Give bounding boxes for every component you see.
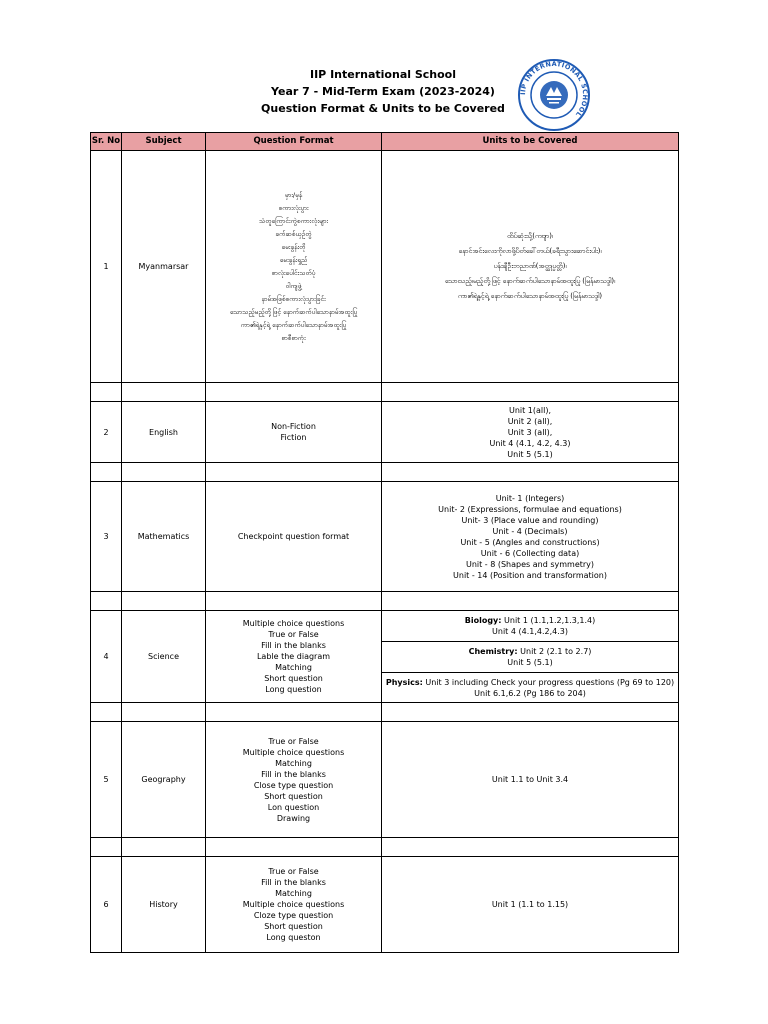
format-item: Long queston: [266, 933, 321, 942]
unit-item: Unit - 5 (Angles and constructions): [460, 537, 600, 547]
row-question-format: [206, 151, 382, 383]
format-item: Fill in the blanks: [261, 641, 326, 650]
format-item: စကားလုံးပွား: [278, 203, 309, 212]
school-logo: [517, 58, 591, 132]
format-item: Drawing: [276, 813, 311, 823]
format-item: Lon question: [267, 802, 320, 812]
row-units: [382, 482, 679, 592]
row-subject: English: [122, 402, 206, 463]
unit-item: Unit 1 (1.1 to 1.15): [491, 900, 569, 909]
document-subtitle: Question Format & Units to be Covered: [261, 102, 505, 115]
format-item: ကာ၏ရဲ့နှင့်ရဲ့ နောက်ဆက်ပါသောနာမ်အထူးပြု: [240, 320, 347, 329]
format-item: သံတူကြောင်းကွဲစကားလုံးများ: [258, 216, 329, 225]
table-row-science: [91, 611, 679, 642]
format-item: Short question: [264, 674, 323, 683]
format-item: နာမ်အဖြစ်စကားလုံးပွားခြင်း: [261, 294, 326, 303]
spacer-row: [91, 463, 679, 482]
section-label-biology: Biology:: [464, 616, 502, 625]
table-header-row: [91, 133, 679, 151]
format-item: စာလုံးပေါင်းသတ်ပုံ: [271, 268, 316, 277]
format-item: မေးခွန်းရှည်: [279, 255, 308, 264]
format-item: Long question: [265, 685, 322, 694]
format-item: Multiple choice questions: [242, 747, 345, 757]
unit-item: Unit 3 including Check your progress questions (Pg 69 to 120): [422, 677, 675, 687]
table-row-english: [91, 402, 679, 463]
units-chemistry: [382, 642, 679, 673]
unit-item: Unit 3 (all),: [507, 427, 553, 437]
format-item: Matching: [275, 663, 312, 672]
section-label-chemistry: Chemistry:: [468, 647, 518, 656]
format-item: မေးခွန်းတို: [281, 242, 306, 251]
table-row-geography: [91, 722, 679, 838]
row-subject: History: [122, 857, 206, 953]
unit-item: ထိပ်ဆုံးသို့(ကဗျာ)၊: [506, 232, 554, 240]
units-physics: [382, 673, 679, 703]
row-number: 3: [91, 482, 122, 592]
row-subject: Geography: [122, 722, 206, 838]
unit-item: Unit - 4 (Decimals): [492, 526, 568, 536]
unit-item: Unit 4 (4.1, 4.2, 4.3): [489, 438, 571, 448]
format-item: Fiction: [280, 433, 307, 442]
unit-item: ပန်းချီဦးဘညာဏ်(အတ္ထုပ္ပတ္တိ)၊: [493, 262, 567, 270]
row-subject: Mathematics: [122, 482, 206, 592]
format-item: Matching: [275, 889, 312, 898]
row-units: [382, 722, 679, 838]
row-number: 1: [91, 151, 122, 383]
logo-ring-text: IIP INTERNATIONAL SCHOOL: [518, 59, 590, 119]
row-question-format: [206, 482, 382, 592]
unit-item: Unit 6.1,6.2 (Pg 186 to 204): [474, 688, 586, 698]
format-item: Fill in the blanks: [261, 878, 326, 887]
unit-item: Unit 2 (all),: [507, 416, 553, 426]
unit-item: Unit- 2 (Expressions, formulae and equations): [438, 504, 622, 514]
format-item: Lable the diagram: [256, 652, 331, 661]
format-item: Multiple choice questions: [242, 619, 345, 628]
unit-item: နောင်အင်းလေးကိုလာဖို့ပိတ်ခေါ်တယ်(ခရီးသွားဆောင်းပါး)၊: [458, 247, 602, 255]
row-question-format: [206, 857, 382, 953]
column-header-units: Units to be Covered: [382, 133, 679, 151]
row-number: 2: [91, 402, 122, 463]
row-subject: Science: [122, 611, 206, 703]
format-item: သောသည့်မည့်တို့ဖြင့် နောက်ဆက်ပါသောနာမ်အထူးပြု: [229, 307, 358, 316]
unit-item: Unit - 8 (Shapes and symmetry): [465, 559, 595, 569]
unit-item: Unit - 14 (Position and transformation): [453, 570, 607, 580]
unit-item: Unit 5 (5.1): [507, 449, 553, 459]
unit-item: Unit - 6 (Collecting data): [480, 548, 580, 558]
format-item: True or False: [268, 736, 319, 746]
unit-item: Unit 4 (4.1,4.2,4.3): [492, 627, 568, 636]
format-item: Non-Fiction: [271, 422, 316, 431]
row-units: [382, 402, 679, 463]
exam-schedule-table: [90, 132, 679, 953]
unit-item: သော၊သည့်၊မည့်တို့ဖြင့် နောက်ဆက်ပါသောနာမ်အထူးပြု (မြန်မာသဒ္ဒါ)၊: [444, 277, 616, 285]
row-units: [382, 857, 679, 953]
column-header-subject: Subject: [122, 133, 206, 151]
format-item: True or False: [268, 630, 319, 639]
units-biology: [382, 611, 679, 642]
row-question-format: [206, 402, 382, 463]
row-question-format: [206, 722, 382, 838]
unit-item: Unit- 1 (Integers): [495, 493, 565, 503]
row-number: 5: [91, 722, 122, 838]
exam-title: Year 7 - Mid-Term Exam (2023-2024): [271, 85, 495, 98]
row-question-format: [206, 611, 382, 703]
format-item: Multiple choice questions: [242, 900, 345, 909]
format-item: ဝါကျဖွဲ့: [285, 281, 302, 290]
row-number: 6: [91, 857, 122, 953]
row-units: [382, 151, 679, 383]
format-item: ခက်ဆစ်ယှဉ်တွဲ: [275, 229, 312, 238]
unit-item: Unit 2 (2.1 to 2.7): [517, 647, 592, 656]
format-item: Fill in the blanks: [261, 769, 326, 779]
unit-item: Unit 1 (1.1,1.2,1.3,1.4): [501, 616, 596, 625]
spacer-row: [91, 383, 679, 402]
format-item: Cloze type question: [253, 911, 334, 920]
table-row-history: [91, 857, 679, 953]
format-item: မှား/မှန်: [284, 190, 303, 199]
row-subject: Myanmarsar: [122, 151, 206, 383]
format-item: Matching: [275, 758, 312, 768]
section-label-physics: Physics:: [385, 677, 423, 687]
spacer-row: [91, 838, 679, 857]
unit-item: Unit 1.1 to Unit 3.4: [491, 775, 569, 784]
format-item: စာစီစာကုံး: [281, 333, 306, 342]
unit-item: Unit 1(all),: [508, 405, 552, 415]
unit-item: Unit 5 (5.1): [507, 658, 553, 667]
format-item: Close type question: [253, 780, 334, 790]
table-row-mathematics: [91, 482, 679, 592]
school-name: IIP International School: [310, 68, 456, 81]
column-header-question-format: Question Format: [206, 133, 382, 151]
spacer-row: [91, 703, 679, 722]
table-row-myanmarsar: [91, 151, 679, 383]
format-item: Short question: [264, 922, 323, 931]
format-item: Checkpoint question format: [237, 532, 350, 541]
unit-item: Unit- 3 (Place value and rounding): [461, 515, 599, 525]
format-item: True or False: [268, 867, 319, 876]
row-number: 4: [91, 611, 122, 703]
format-item: Short question: [264, 791, 323, 801]
unit-item: ကာ၏ရဲ့နှင့်ရဲ့ နောက်ဆက်ပါသောနာမ်အထူးပြု (မြန်မာသဒ္ဒါ): [457, 292, 603, 300]
spacer-row: [91, 592, 679, 611]
column-header-sr-no: Sr. No: [91, 133, 122, 151]
document-header: [0, 64, 768, 120]
